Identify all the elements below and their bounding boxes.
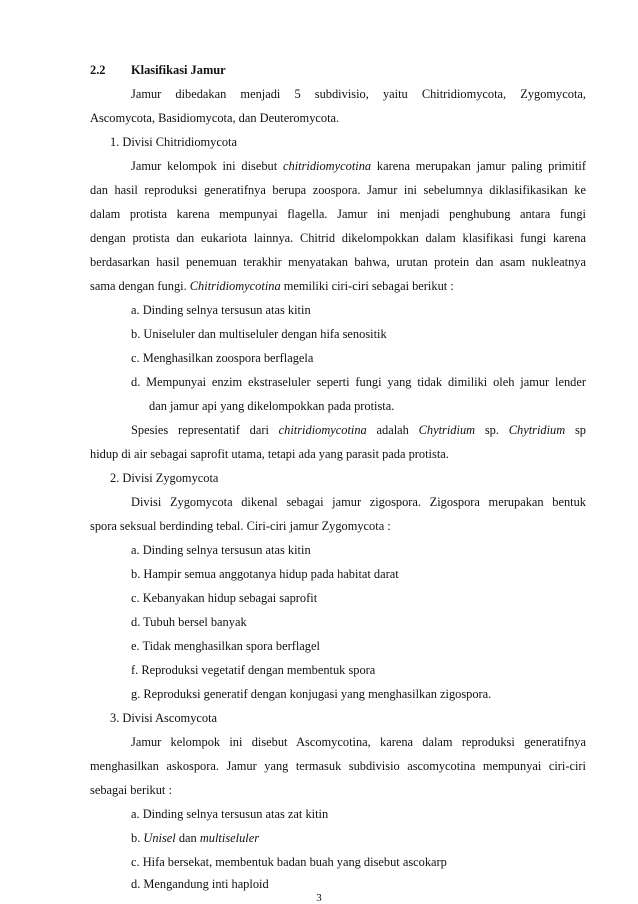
div2-para-line: Divisi Zygomycota dikenal sebagai jamur zigospora. Zigospora merupakan bentuk <box>131 495 586 509</box>
div1-heading: 1. Divisi Chitridiomycota <box>110 135 237 149</box>
list-item: a. Dinding selnya tersusun atas kitin <box>131 543 311 557</box>
list-item: d. Mempunyai enzim ekstraseluler seperti fungi yang tidak dimiliki oleh jamur lender <box>131 375 586 389</box>
list-item: g. Reproduksi generatif dengan konjugasi yang menghasilkan zigospora. <box>131 687 492 701</box>
list-item: f. Reproduksi vegetatif dengan membentuk spora <box>131 663 376 677</box>
list-item: b. Uniseluler dan multiseluler dengan hifa senositik <box>131 327 387 341</box>
div1-para2-line: hidup di air sebagai saprofit utama, tetapi ada yang parasit pada protista. <box>90 447 449 461</box>
div1-para-line: dan hasil reproduksi generatifnya berupa zoospora. Jamur ini sebelumnya diklasifikasikan ke <box>90 183 586 197</box>
div3-para-line: sebagai berikut : <box>90 783 172 797</box>
list-item: d. Tubuh bersel banyak <box>131 615 247 629</box>
list-item: c. Kebanyakan hidup sebagai saprofit <box>131 591 318 605</box>
list-item: c. Menghasilkan zoospora berflagela <box>131 351 314 365</box>
intro-line-2: Ascomycota, Basidiomycota, dan Deuteromycota. <box>90 111 340 125</box>
div1-para-line: Jamur kelompok ini disebut chitridiomycotina karena merupakan jamur paling primitif <box>131 159 586 173</box>
div1-para-line: dalam protista karena mempunyai flagella. Jamur ini menjadi penghubung antara fungi <box>90 207 586 221</box>
div1-para-line: dengan protista dan eukariota lainnya. Chitrid dikelompokkan dalam klasifikasi fungi karena <box>90 231 586 245</box>
list-item: a. Dinding selnya tersusun atas kitin <box>131 303 311 317</box>
div3-para-line: Jamur kelompok ini disebut Ascomycotina, karena dalam reproduksi generatifnya <box>131 735 586 749</box>
div1-para-line: sama dengan fungi. Chitridiomycotina memiliki ciri-ciri sebagai berikut : <box>90 279 454 293</box>
list-item: b. Unisel dan multiseluler <box>131 831 260 845</box>
section-number: 2.2 <box>90 63 106 77</box>
section-title: Klasifikasi Jamur <box>131 63 226 77</box>
list-item: c. Hifa bersekat, membentuk badan buah yang disebut ascokarp <box>131 855 447 869</box>
intro-line-1: Jamur dibedakan menjadi 5 subdivisio, yaitu Chitridiomycota, Zygomycota, <box>131 87 586 101</box>
div1-para2-line: Spesies representatif dari chitridiomycotina adalah Chytridium sp. Chytridium sp <box>131 423 586 437</box>
list-item: a. Dinding selnya tersusun atas zat kitin <box>131 807 329 821</box>
div3-heading: 3. Divisi Ascomycota <box>110 711 218 725</box>
list-item: b. Hampir semua anggotanya hidup pada habitat darat <box>131 567 399 581</box>
page-number: 3 <box>316 892 322 904</box>
list-item-continuation: dan jamur api yang dikelompokkan pada protista. <box>149 399 395 413</box>
list-item: d. Mengandung inti haploid <box>131 877 269 891</box>
list-item: e. Tidak menghasilkan spora berflagel <box>131 639 320 653</box>
div2-para-line: spora seksual berdinding tebal. Ciri-ciri jamur Zygomycota : <box>90 519 391 533</box>
div2-heading: 2. Divisi Zygomycota <box>110 471 219 485</box>
div3-para-line: menghasilkan askospora. Jamur yang termasuk subdivisio ascomycotina mempunyai ciri-ciri <box>90 759 586 773</box>
div1-para-line: berdasarkan hasil penemuan terakhir menyatakan bahwa, urutan protein dan asam nukleatnya <box>90 255 586 269</box>
